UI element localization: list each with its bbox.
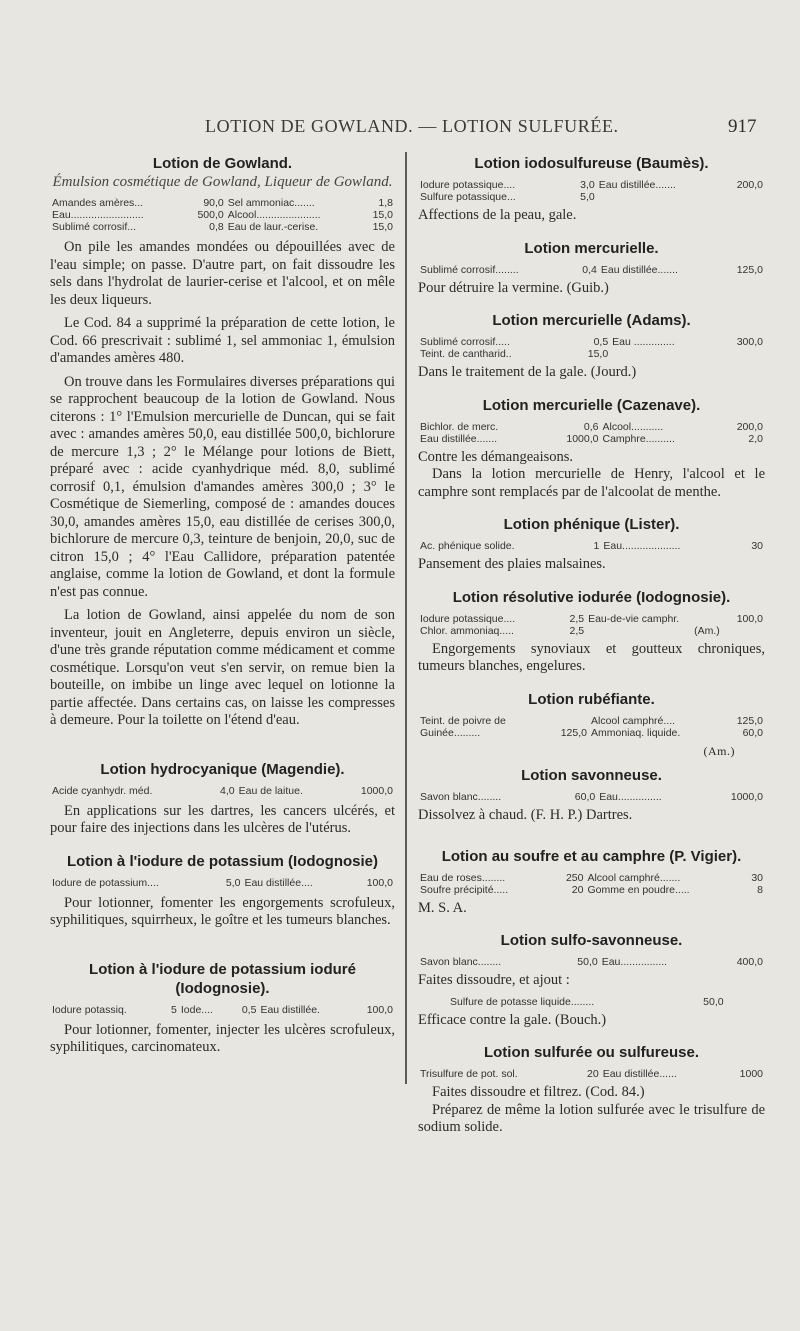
quantity: 4,0	[220, 784, 235, 797]
paragraph: Dans la lotion mercurielle de Henry, l'alcool et le camphre sont remplacés par de l'alcoolat de menthe.	[418, 466, 765, 500]
page-number: 917	[728, 116, 757, 137]
section-iodure	[50, 852, 395, 930]
section-resolutive	[418, 588, 765, 676]
section-title: Lotion sulfurée ou sulfureuse.	[483, 1044, 700, 1061]
paragraph: Dans le traitement de la gale. (Jourd.)	[418, 364, 637, 380]
source-signature: (Am.)	[703, 743, 735, 758]
paragraph: Faites dissoudre, et ajout :	[418, 972, 570, 988]
ingredient: Iode....	[180, 1003, 213, 1016]
paragraph: Faites dissoudre et filtrez. (Cod. 84.)	[432, 1084, 645, 1100]
formula-table	[418, 613, 765, 637]
section-subtitle: Émulsion cosmétique de Gowland, Liqueur de Gowland.	[52, 174, 393, 190]
paragraph: Le Cod. 84 a supprimé la préparation de cette lotion, le Cod. 66 prescrivait : sublimé 1, sel ammoniac 1, émulsion d'amandes amères 480.	[50, 315, 395, 366]
paragraph: En applications sur les dartres, les cancers ulcérés, et pour faire des injections dans les ulcères de l'utérus.	[50, 802, 395, 836]
ingredient: Chlor. ammoniaq.....	[420, 624, 514, 637]
quantity: 100,0	[736, 612, 763, 625]
paragraph: Préparez de même la lotion sulfurée avec le trisulfure de sodium solide.	[418, 1101, 765, 1135]
formula-row	[50, 221, 395, 233]
quantity: 2,0	[748, 432, 763, 445]
ingredient: Sublimé corrosif...	[52, 221, 137, 233]
quantity: 0,5	[593, 336, 609, 348]
section-phenique	[418, 515, 765, 574]
quantity: 250	[565, 871, 584, 884]
ingredient: Sulfure potassique...	[420, 191, 516, 203]
ingredient: Savon blanc........	[420, 791, 502, 803]
ingredient: Guinée.........	[420, 726, 481, 739]
formula-row	[418, 715, 765, 727]
ingredient: Trisulfure de pot. sol.	[420, 1068, 518, 1080]
ingredient: Alcool camphré....	[591, 714, 676, 727]
formula-table	[418, 791, 765, 803]
section-mercurielle-cazenave	[418, 396, 765, 502]
section-title: Lotion à l'iodure de potassium ioduré (Iodognosie).	[89, 960, 356, 997]
paragraph: Engorgements synoviaux et goutteux chroniques, tumeurs blanches, engelures.	[418, 640, 765, 674]
section-iodure-iode	[50, 960, 395, 1057]
formula-table	[418, 872, 765, 896]
ingredient: Gomme en poudre.....	[587, 883, 690, 896]
running-title: LOTION DE GOWLAND. — LOTION SULFURÉE.	[205, 116, 619, 136]
quantity: 125,0	[736, 714, 763, 727]
section-iodosulfureuse	[418, 154, 765, 225]
section-title: Lotion à l'iodure de potassium (Iodognosie)	[66, 852, 379, 870]
quantity: 5	[171, 1003, 177, 1016]
ingredient: Iodure potassique....	[420, 179, 516, 191]
ingredient: Ammoniaq. liquide.	[591, 726, 681, 739]
formula-row	[418, 625, 765, 637]
quantity: 90,0	[203, 197, 224, 209]
ingredient: Eau.........................	[52, 209, 144, 221]
formula-table	[418, 715, 765, 739]
formula-row	[418, 613, 765, 625]
quantity: 3,0	[580, 179, 595, 191]
formula-table	[418, 421, 765, 445]
quantity: 30	[751, 540, 763, 552]
formula-row	[448, 996, 726, 1008]
quantity: 100,0	[366, 876, 393, 889]
section-title: Lotion mercurielle (Cazenave).	[482, 396, 701, 414]
quantity: 0,6	[583, 420, 599, 433]
formula-table	[418, 540, 765, 552]
section-title: Lotion hydrocyanique (Magendie).	[100, 760, 345, 778]
formula-row	[418, 336, 765, 348]
section-gowland	[50, 154, 395, 730]
ingredient: Iodure potassiq.	[52, 1003, 127, 1016]
ingredient: Soufre précipité.....	[420, 883, 509, 896]
paragraph: Pour lotionner, fomenter, injecter les ulcères scrofuleux, syphilitiques, carcinomateux.	[50, 1021, 395, 1055]
ingredient: Bichlor. de merc.	[420, 420, 499, 433]
formula-row	[418, 791, 765, 803]
formula-row	[50, 877, 395, 889]
formula-row	[418, 1068, 765, 1080]
ingredient: Eau....................	[603, 540, 681, 552]
ingredient: Sulfure de potasse liquide........	[450, 995, 595, 1008]
ingredient: Eau distillée.......	[600, 263, 678, 276]
section-title: Lotion mercurielle.	[524, 239, 659, 257]
quantity: 60,0	[742, 726, 763, 739]
quantity: 50,0	[703, 995, 724, 1008]
ingredient: Acide cyanhydr. méd.	[52, 784, 153, 797]
formula-row	[418, 727, 765, 739]
quantity: 30	[751, 871, 763, 884]
formula-row	[418, 433, 765, 445]
ingredient: Amandes amères...	[52, 197, 144, 209]
section-title: Lotion sulfo-savonneuse.	[500, 932, 683, 949]
formula-row	[418, 421, 765, 433]
paragraph: La lotion de Gowland, ainsi appelée du nom de son inventeur, jouit en Angleterre, depuis environ un siècle, d'une très grande réputation comme médicament et comme cosmétique. Lorsqu'on veut s'en servir, on remue bien la bouteille, on imbibe un linge avec lequel on lotionne la partie affectée. Dans certains cas, on laisse les compresses à demeure. Pour la toilette on l'étend d'eau.	[50, 607, 395, 728]
section-title: Lotion rubéfiante.	[528, 690, 655, 708]
quantity: 15,0	[587, 348, 609, 360]
formula-table	[50, 785, 395, 797]
ingredient: Alcool...........	[602, 420, 664, 433]
section-mercurielle-adams	[418, 311, 765, 382]
section-title: Lotion savonneuse.	[521, 767, 662, 784]
formula-row	[418, 348, 765, 360]
quantity: 2,5	[569, 624, 585, 637]
ingredient: Eau distillée.	[260, 1003, 320, 1016]
quantity: 0,5	[241, 1003, 257, 1016]
formula-table	[50, 877, 395, 889]
paragraph: Affections de la peau, gale.	[418, 207, 577, 223]
ingredient: Teint. de poivre de	[420, 714, 506, 727]
paragraph: On trouve dans les Formulaires diverses préparations qui se rapprochent beaucoup de la lotion de Gowland. Nous citerons : 1° l'Emulsion mercurielle de Duncan, qui se fait avec : amandes amères 50,0, eau distillée 500,0, bichlorure de mercure 1,3 ; 2° le Mélange pour lotions de Biett, préparé avec : acide cyanhydrique méd. 8,0, sublimé corrosif 0,1, émulsion d'amandes amères 300,0 ; 3° le Cosmétique de Siemerling, composé de : amandes douces 30,0, amandes amères 15,0, eau distillée de cerises 300,0, bichlorure de mercure 0,3, teinture de benjoin, 20,0, suc de citron 15,0 ; 4° l'Eau Callidore, préparation patentée anglaise, comme la lotion de Gowland, et dont la formule n'est pas connue.	[50, 373, 395, 600]
ingredient: Camphre..........	[602, 432, 675, 445]
quantity: 1000,0	[730, 791, 763, 803]
quantity: 1000,0	[360, 784, 393, 797]
paragraph: M. S. A.	[418, 899, 467, 916]
ingredient: Eau de laur.-cerise.	[227, 221, 319, 233]
section-title: Lotion au soufre et au camphre (P. Vigier).	[441, 847, 742, 865]
ingredient: Sel ammoniac.......	[227, 197, 315, 209]
quantity: 400,0	[736, 956, 763, 968]
section-soufre-camphre	[418, 847, 765, 918]
left-column	[50, 140, 395, 1057]
formula-table	[448, 996, 726, 1008]
formula-row	[50, 197, 395, 209]
section-title: Lotion de Gowland.	[152, 155, 293, 172]
section-mercurielle	[418, 239, 765, 298]
quantity: 100,0	[366, 1003, 393, 1016]
paragraph: Contre les démangeaisons.	[418, 448, 574, 465]
quantity: 300,0	[736, 336, 763, 348]
formula-row	[418, 884, 765, 896]
quantity: 125,0	[736, 263, 763, 276]
section-sulfuree	[418, 1043, 765, 1137]
ingredient: Eau distillée.......	[598, 179, 676, 191]
section-sulfo-savonneuse	[418, 931, 765, 1029]
quantity: 20	[587, 1068, 599, 1080]
ingredient: Teint. de cantharid..	[420, 348, 512, 360]
formula-row	[418, 540, 765, 552]
quantity: 125,0	[560, 726, 587, 739]
paragraph: On pile les amandes mondées ou dépouillées avec de l'eau simple; on passe. D'autre part, on fait dissoudre les sels dans l'hydrolat de laurier-cerise et l'alcool, et on mêle les deux liqueurs.	[50, 239, 395, 308]
formula-row	[50, 785, 395, 797]
column-divider	[405, 152, 407, 1084]
quantity: 1,8	[378, 197, 393, 209]
quantity: 1000	[739, 1068, 763, 1080]
ingredient: Sublimé corrosif.....	[420, 336, 510, 348]
quantity: 8	[757, 883, 763, 896]
paragraph: Dissolvez à chaud. (F. H. P.) Dartres.	[418, 807, 633, 823]
quantity	[546, 715, 589, 727]
quantity: 1000,0	[566, 432, 599, 445]
ingredient: Alcool......................	[227, 209, 321, 221]
quantity: 60,0	[574, 791, 596, 803]
ingredient: Iodure potassique....	[420, 612, 516, 625]
formula-row	[50, 1004, 395, 1016]
ingredient: Eau...............	[599, 791, 662, 803]
ingredient: Eau-de-vie camphr.	[588, 612, 680, 625]
ingredient: Eau ..............	[612, 336, 675, 348]
section-title: Lotion phénique (Lister).	[503, 516, 680, 533]
ingredient: Eau de roses........	[420, 871, 506, 884]
quantity: 15,0	[372, 221, 393, 233]
quantity: 2,5	[569, 612, 585, 625]
quantity: 200,0	[736, 179, 763, 191]
formula-row	[418, 179, 765, 191]
quantity: 50,0	[577, 956, 598, 968]
quantity: 5,0	[225, 876, 241, 889]
ingredient: Alcool camphré.......	[587, 871, 681, 884]
formula-row	[50, 209, 395, 221]
section-rubefiante	[418, 690, 765, 761]
right-column	[418, 140, 765, 1137]
quantity: 500,0	[197, 209, 224, 221]
formula-row	[418, 264, 765, 276]
source-signature: (Am.)	[694, 624, 720, 637]
quantity: 0,8	[209, 221, 224, 233]
formula-row	[418, 191, 765, 203]
ingredient: Eau................	[601, 956, 668, 968]
paragraph: Pour lotionner, fomenter les engorgements scrofuleux, syphilitiques, squirrheux, le goître et les tumeurs blanches.	[50, 894, 395, 928]
paragraph: Pour détruire la vermine. (Guib.)	[418, 279, 609, 296]
formula-table	[50, 197, 395, 233]
paragraph: Pansement des plaies malsaines.	[418, 556, 606, 572]
paragraph: Efficace contre la gale. (Bouch.)	[418, 1011, 607, 1028]
formula-table	[418, 179, 765, 203]
section-hydrocyanique	[50, 760, 395, 838]
formula-table	[50, 1004, 395, 1016]
ingredient: Sublimé corrosif........	[420, 263, 519, 276]
quantity: 200,0	[736, 420, 763, 433]
ingredient: Eau distillée....	[244, 876, 313, 889]
ingredient: Eau distillée.......	[420, 432, 498, 445]
formula-row	[418, 956, 765, 968]
quantity: 15,0	[372, 209, 393, 221]
quantity: 1	[593, 540, 600, 552]
section-title: Lotion iodosulfureuse (Baumès).	[474, 155, 709, 172]
section-title: Lotion mercurielle (Adams).	[492, 312, 691, 329]
formula-table	[418, 336, 765, 360]
section-savonneuse	[418, 766, 765, 825]
formula-table	[418, 264, 765, 276]
running-head	[0, 112, 800, 142]
quantity: 5,0	[580, 191, 595, 203]
ingredient: Ac. phénique solide.	[420, 540, 515, 552]
ingredient: Savon blanc........	[420, 956, 502, 968]
ingredient: Iodure de potassium....	[52, 876, 159, 889]
quantity: 0,4	[582, 263, 597, 276]
section-title: Lotion résolutive iodurée (Iodognosie).	[452, 588, 731, 606]
quantity: 20	[571, 883, 584, 896]
formula-table	[418, 1068, 765, 1080]
formula-table	[418, 956, 765, 968]
ingredient: Eau de laitue.	[238, 784, 303, 797]
formula-row	[418, 872, 765, 884]
ingredient: Eau distillée......	[602, 1068, 677, 1080]
